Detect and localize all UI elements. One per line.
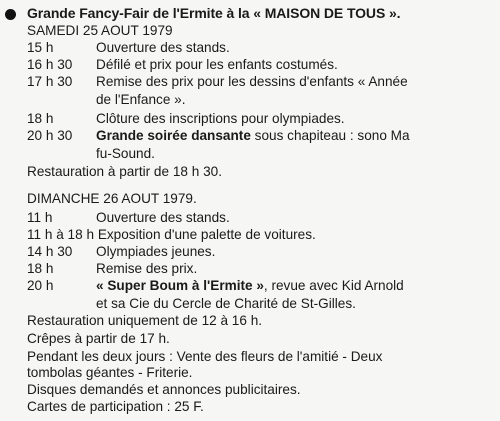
schedule-item bbox=[27, 210, 230, 226]
footer-line: Restauration uniquement de 12 à 16 h. bbox=[27, 313, 263, 328]
item-text: sous chapiteau : sono Ma bbox=[250, 128, 410, 143]
schedule-item bbox=[27, 40, 230, 56]
footer-line: Disques demandés et annonces publicitaires. bbox=[27, 382, 301, 397]
schedule-item bbox=[27, 57, 338, 73]
item-time: 14 h 30 bbox=[27, 244, 73, 259]
item-text: Clôture des inscriptions pour olympiades. bbox=[96, 111, 345, 126]
item-time: 18 h bbox=[27, 111, 54, 126]
footer-line: tombolas géantes - Friterie. bbox=[27, 365, 193, 380]
footer-line: Pendant les deux jours : Vente des fleurs de l'amitié - Deux bbox=[27, 349, 383, 364]
schedule-item bbox=[27, 74, 408, 90]
schedule-item bbox=[27, 111, 345, 127]
saturday-date: SAMEDI 25 AOUT 1979 bbox=[27, 23, 173, 38]
item-text-continued: de l'Enfance ». bbox=[96, 92, 186, 107]
item-text: Ouverture des stands. bbox=[96, 210, 230, 225]
item-text: Olympiades jeunes. bbox=[96, 244, 216, 259]
footer-line: Cartes de participation : 25 F. bbox=[27, 399, 204, 414]
item-text-continued: et sa Cie du Cercle de Charité de St-Gilles. bbox=[96, 296, 356, 311]
item-text: Défilé et prix pour les enfants costumés. bbox=[96, 57, 338, 72]
item-text: , revue avec Kid Arnold bbox=[263, 278, 404, 293]
item-highlight: « Super Boum à l'Ermite » bbox=[96, 278, 264, 293]
item-text: Remise des prix pour les dessins d'enfants « Année bbox=[96, 74, 408, 89]
item-time: 15 h bbox=[27, 40, 54, 55]
bullet-icon bbox=[5, 9, 16, 20]
item-highlight: Grande soirée dansante bbox=[96, 128, 251, 143]
item-time: 16 h 30 bbox=[27, 57, 73, 72]
schedule-item bbox=[27, 128, 410, 144]
page-title: Grande Fancy-Fair de l'Ermite à la « MAISON DE TOUS ». bbox=[27, 5, 401, 21]
item-time: 20 h 30 bbox=[27, 128, 73, 143]
item-time: 17 h 30 bbox=[27, 74, 73, 89]
item-time: 18 h bbox=[27, 261, 54, 276]
sunday-date: DIMANCHE 26 AOUT 1979. bbox=[27, 191, 197, 206]
item-text: Remise des prix. bbox=[96, 261, 198, 276]
item-text-continued: fu-Sound. bbox=[96, 146, 155, 161]
item-text: Ouverture des stands. bbox=[96, 40, 230, 55]
schedule-item bbox=[27, 278, 404, 294]
footer-line: Crêpes à partir de 17 h. bbox=[27, 331, 170, 346]
item-time: 11 h à 18 h bbox=[27, 227, 95, 242]
item-text: Exposition d'une palette de voitures. bbox=[97, 227, 316, 242]
schedule-item bbox=[27, 227, 316, 243]
item-time: 20 h bbox=[27, 278, 54, 293]
schedule-item bbox=[27, 244, 215, 260]
schedule-item bbox=[27, 261, 197, 277]
saturday-note: Restauration à partir de 18 h 30. bbox=[27, 164, 222, 179]
item-time: 11 h bbox=[27, 210, 53, 225]
